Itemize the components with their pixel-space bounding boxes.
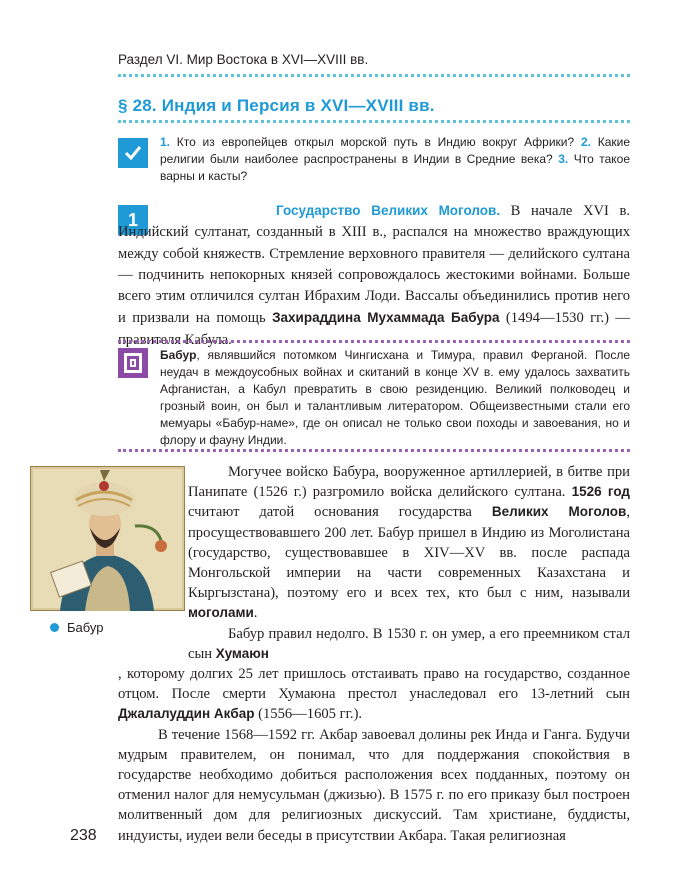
p1-text-b: считают датой основания государства [188, 504, 472, 521]
caption-bullet-icon [50, 623, 59, 632]
p1-moguls: моголами [188, 605, 254, 621]
p2-text-a: Бабур правил недолго. В 1530 г. он умер, а его преемником стал сын [188, 625, 630, 662]
section-header: Раздел VI. Мир Востока в XVI—XVIII вв. [118, 52, 369, 67]
p1-mughals: Великих Моголов [491, 504, 627, 520]
p2-akbar: Джалалуддин Акбар [118, 706, 255, 722]
paragraph-title: § 28. Индия и Персия в XVI—XVIII вв. [118, 96, 435, 115]
checkmark-icon [118, 138, 148, 168]
p2-humayun: Хумаюн [215, 645, 269, 661]
babur-info-name: Бабур [160, 348, 197, 362]
body-text-full [118, 664, 630, 846]
p1-year: 1526 год [571, 484, 630, 500]
babur-full-name: Захираддина Мухаммада Бабура [272, 310, 500, 326]
p2-text-b: , которому долгих 25 лет пришлось отстаивать право на государство, созданное отцом. После смерти Хумаюна престол унаследовал его 13-летний сын [118, 666, 630, 703]
p1-text-d: . [253, 605, 258, 622]
section-1-text [118, 200, 630, 351]
section-number-badge: 1 [118, 205, 148, 235]
figure-caption [50, 620, 104, 635]
box-bottom-divider [118, 449, 630, 452]
page-number: 238 [70, 827, 97, 844]
title-divider [118, 120, 630, 123]
section-1-text-a: В начале XVI в. Индийский султанат, созданный в XIII в., распался на множество враждующих между собой княжеств. Стремление верховного правителя — делийского султана — подчинить непокорных князей сопровождалось жестокими войнами. Больше всего этим отличился султан Ибрахим Лоди. Вассалы объединились против него и призвали на помощь [118, 203, 630, 327]
question-1: Кто из европейцев открыл морской путь в Индию вокруг Африки? [176, 135, 575, 149]
question-3-number: 3. [558, 152, 569, 166]
body-text-wrapped [188, 462, 630, 664]
section-1-heading: Государство Великих Моголов. [276, 203, 501, 218]
review-questions [160, 134, 630, 185]
p1-text-a: Могучее войско Бабура, вооруженное артиллерией, в битве при Панипате (1526 г.) разгромило войска делийского султана. [188, 464, 630, 501]
box-top-divider [118, 340, 630, 343]
babur-info-box [160, 347, 630, 449]
caption-text: Бабур [67, 620, 104, 635]
question-1-number: 1. [160, 135, 171, 149]
section-1-text-b: (1494—1530 гг.) — правителя Кабула. [118, 310, 630, 348]
book-icon [118, 348, 148, 378]
babur-portrait [30, 466, 185, 611]
question-2: Какие религии были наиболее распространены в Индии в Средние века? [160, 135, 630, 166]
question-3: Что такое варны и касты? [160, 152, 631, 183]
header-divider [118, 74, 630, 77]
p1-text-c: , просуществовавшего 200 лет. Бабур пришел в Индию из Моголистана (государство, существовавшее в XIV—XV вв. после распада Монгольской империи на части современных Казахстана и Кыргызстана), поэтому его и всех тех, кто был с ним, называли [188, 504, 630, 602]
babur-info-text: , являвшийся потомком Чингисхана и Тимура, правил Ферганой. После неудач в междоусобных войнах и скитаний в конце XV в. ему удалось захватить Афганистан, а Кабул превратить в свою резиденцию. Великий полководец и грозный воин, он был и талантливым литератором. Общеизвестными стали его мемуары «Бабур-наме», где он описал не только свои походы и завоевания, но и флору и фауну Индии. [160, 348, 630, 447]
question-2-number: 2. [580, 135, 591, 149]
p2-text-c: (1556—1605 гг.). [258, 706, 363, 723]
p3-text: В течение 1568—1592 гг. Акбар завоевал долины рек Инда и Ганга. Будучи мудрым правителем, он понимал, что для поддержания спокойствия в государстве необходимо добиться расположения всех подданных, поэтому он отменил налог для немусульман (джизью). В 1575 г. по его приказу был построен молитвенный дом для религиозных дискуссий. Там христиане, буддисты, индуисты, иудеи вели беседы в присутствии Акбара. Такая религиозная [118, 726, 630, 844]
